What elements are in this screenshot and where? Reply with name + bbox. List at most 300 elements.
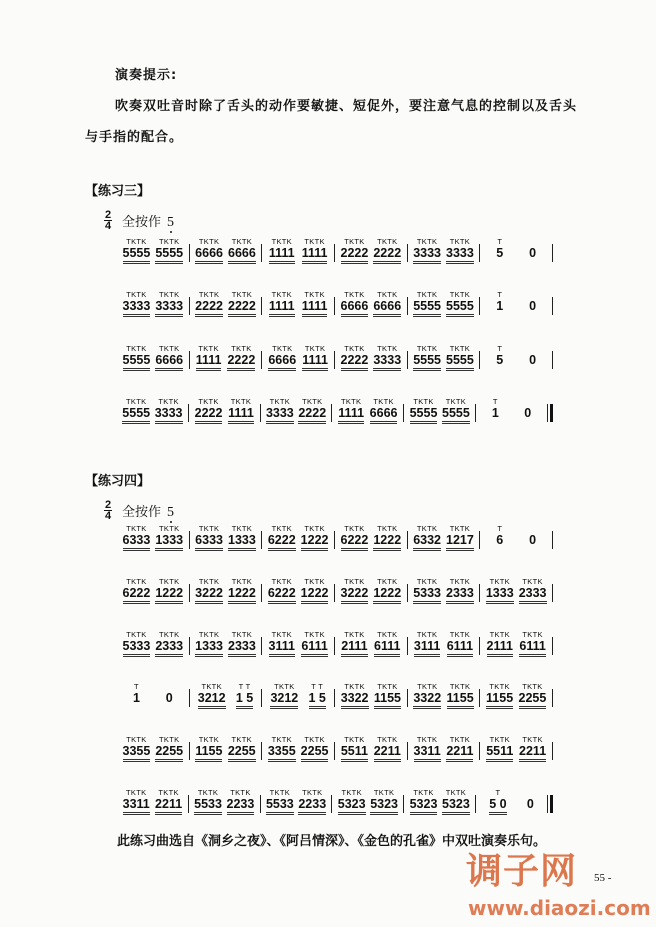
score-row <box>117 517 553 551</box>
measure <box>190 237 262 264</box>
note-group: 5555 <box>413 354 441 371</box>
beat <box>155 237 183 264</box>
articulation-label: TKTK <box>126 524 147 533</box>
note-group: 1155 <box>374 692 401 709</box>
measure <box>117 735 189 762</box>
note-group: 1333 <box>155 534 183 551</box>
note-group: 2211 <box>446 745 473 762</box>
articulation-label: TKTK <box>126 735 147 744</box>
beat <box>414 630 440 657</box>
beat <box>166 682 173 709</box>
measure <box>261 397 332 424</box>
articulation-label: TKTK <box>231 735 252 744</box>
note-group: 3333 <box>155 300 183 317</box>
articulation-label: TKTK <box>304 577 325 586</box>
measure <box>117 577 189 604</box>
measure <box>480 735 552 762</box>
measure <box>480 682 552 709</box>
articulation-label: TKTK <box>416 237 438 246</box>
note-group: 0 <box>529 353 537 367</box>
note-group: 1217 <box>446 534 474 551</box>
note-group: 1111 <box>269 247 295 264</box>
note-group: 3222 <box>341 587 369 604</box>
articulation-label: TKTK <box>377 735 398 744</box>
score-row <box>117 283 553 317</box>
articulation-label: TKTK <box>198 344 219 353</box>
measure <box>480 577 552 604</box>
beat <box>123 344 151 371</box>
articulation-label: T <box>495 788 501 797</box>
note-group: 6111 <box>301 640 327 657</box>
beat <box>301 524 329 551</box>
beat <box>413 577 441 604</box>
note-group: 1222 <box>301 587 329 604</box>
articulation-label: TKTK <box>449 735 471 744</box>
articulation-label: TKTK <box>341 788 362 797</box>
note-group: 1 <box>132 691 140 705</box>
barline <box>552 584 553 602</box>
note-group: 2333 <box>519 587 547 604</box>
beat <box>195 524 223 551</box>
beat <box>373 524 401 551</box>
beat <box>155 630 183 657</box>
time-signature <box>104 500 112 521</box>
note-group: 2211 <box>519 745 546 762</box>
note-group: 6332 <box>413 534 441 551</box>
measure <box>480 524 552 551</box>
tips-text-line-2: 与手指的配合。 <box>85 130 184 145</box>
note-group: 6 <box>496 533 504 547</box>
beat <box>228 524 256 551</box>
articulation-label: TKTK <box>489 735 510 744</box>
articulation-label: TKTK <box>126 577 147 586</box>
articulation-label: TKTK <box>489 682 510 691</box>
measure <box>408 524 480 551</box>
articulation-label: TKTK <box>413 788 434 797</box>
watermark-title: 调子网 <box>466 851 578 892</box>
articulation-label: TKTK <box>344 237 365 246</box>
note-group: 6666 <box>228 247 256 264</box>
note-group: 3311 <box>123 798 150 815</box>
note-group: 6222 <box>268 534 296 551</box>
measure <box>335 290 407 317</box>
measure <box>335 524 407 551</box>
note-group: 3111 <box>269 640 295 657</box>
note-group: 1111 <box>302 300 328 317</box>
beat <box>413 290 441 317</box>
measure <box>408 630 480 657</box>
measure <box>117 630 189 657</box>
tips-heading: 演奏提示: <box>115 68 178 83</box>
beat <box>341 682 369 709</box>
beat <box>374 735 401 762</box>
measure <box>335 237 407 264</box>
note-group: 2255 <box>228 745 256 762</box>
articulation-label: TKTK <box>416 344 438 353</box>
beat <box>198 682 226 709</box>
note-group: 1155 <box>486 692 513 709</box>
beat <box>496 344 503 371</box>
beat <box>496 524 503 551</box>
note-group: 3222 <box>195 587 223 604</box>
beat <box>492 397 499 424</box>
beat <box>298 788 326 815</box>
note-group: 1333 <box>195 640 223 657</box>
beat <box>341 735 368 762</box>
note-group: 2222 <box>195 300 223 317</box>
note-group: 6333 <box>123 534 151 551</box>
articulation-label: TKTK <box>159 237 180 246</box>
articulation-label: TKTK <box>302 397 323 406</box>
time-signature <box>104 210 112 231</box>
measure <box>408 290 480 317</box>
beat <box>442 788 470 815</box>
beat <box>341 290 369 317</box>
articulation-label: TKTK <box>274 682 295 691</box>
key-tone: 5 <box>167 215 175 230</box>
beat <box>374 682 401 709</box>
articulation-label: TKTK <box>269 397 291 406</box>
note-group: 3212 <box>270 692 298 709</box>
beat <box>155 788 182 815</box>
measure <box>408 735 480 762</box>
articulation-label: TKTK <box>231 344 252 353</box>
articulation-label: TKTK <box>416 577 438 586</box>
note-group: 1 <box>491 406 499 420</box>
measure <box>335 344 407 371</box>
beat <box>529 290 536 317</box>
articulation-label: TKTK <box>159 735 180 744</box>
beat <box>519 577 547 604</box>
articulation-label: TKTK <box>304 735 325 744</box>
articulation-label: TKTK <box>159 344 180 353</box>
note-group: 3333 <box>373 354 401 371</box>
measure <box>117 237 189 264</box>
articulation-label: TKTK <box>198 577 220 586</box>
articulation-label: TKTK <box>445 397 467 406</box>
articulation-label: TKTK <box>126 237 147 246</box>
beat <box>373 344 401 371</box>
note-group: 1155 <box>447 692 474 709</box>
note-group: 2222 <box>341 354 369 371</box>
articulation-label: TKTK <box>377 344 398 353</box>
note-group: 6666 <box>370 407 398 424</box>
articulation-label: TKTK <box>377 630 398 639</box>
barline <box>552 531 553 549</box>
beat <box>228 735 256 762</box>
measure <box>262 344 334 371</box>
articulation-label: TKTK <box>344 577 365 586</box>
measure <box>404 397 475 424</box>
measure <box>190 290 262 317</box>
beat <box>519 682 547 709</box>
articulation-label: TKTK <box>159 524 180 533</box>
beat <box>268 735 296 762</box>
beat <box>123 290 151 317</box>
measure <box>117 682 189 709</box>
measure <box>262 735 334 762</box>
note-group: 2333 <box>228 640 256 657</box>
beat <box>195 577 223 604</box>
beat <box>155 290 183 317</box>
articulation-label: TKTK <box>231 237 253 246</box>
time-sig-bottom: 4 <box>105 220 112 232</box>
articulation-label: TKTK <box>230 397 252 406</box>
final-barline <box>547 404 553 422</box>
measure <box>262 682 334 709</box>
note-group: 5555 <box>123 354 151 371</box>
articulation-label: TKTK <box>522 682 543 691</box>
note-group: 1111 <box>196 354 222 371</box>
score-row <box>117 337 553 371</box>
beat <box>370 788 398 815</box>
barline <box>552 351 553 369</box>
measure <box>190 577 262 604</box>
beat <box>486 577 514 604</box>
note-group: 5323 <box>338 798 366 815</box>
final-barline <box>547 795 553 813</box>
beat <box>302 237 328 264</box>
beat <box>269 290 295 317</box>
note-group: 5555 <box>442 407 470 424</box>
beat <box>195 397 223 424</box>
articulation-label: TKTK <box>231 524 253 533</box>
note-group: 1155 <box>195 745 222 762</box>
beat <box>447 630 473 657</box>
note-group: 5511 <box>486 745 513 762</box>
beat <box>195 237 223 264</box>
beat <box>195 630 223 657</box>
articulation-label: TKTK <box>158 788 179 797</box>
note-group: 2222 <box>195 407 223 424</box>
articulation-label: TKTK <box>158 397 179 406</box>
articulation-label: T <box>497 237 503 246</box>
note-group: 2222 <box>341 247 369 264</box>
beat <box>155 524 183 551</box>
measure <box>190 735 262 762</box>
articulation-label: TKTK <box>126 344 147 353</box>
beat <box>269 630 295 657</box>
score-row <box>117 390 553 424</box>
measure <box>190 344 262 371</box>
measure <box>262 577 334 604</box>
beat <box>446 735 473 762</box>
note-group: 3355 <box>268 745 296 762</box>
articulation-label: TKTK <box>377 290 398 299</box>
beat <box>228 397 254 424</box>
measure <box>408 237 480 264</box>
articulation-label: TKTK <box>344 524 365 533</box>
note-group: 2222 <box>228 300 256 317</box>
beat <box>338 397 364 424</box>
beat <box>486 735 513 762</box>
measure <box>335 735 407 762</box>
articulation-label: TKTK <box>449 344 471 353</box>
note-group: 1333 <box>228 534 256 551</box>
note-group: 1111 <box>338 407 364 424</box>
score-row <box>117 728 553 762</box>
note-group: 5323 <box>370 798 398 815</box>
beat <box>487 630 513 657</box>
note-group: 6666 <box>373 300 401 317</box>
articulation-label: T T <box>311 682 324 691</box>
time-sig-top: 2 <box>105 209 112 221</box>
note-group: 0 <box>529 299 537 313</box>
beat <box>309 682 326 709</box>
note-group: 3322 <box>341 692 369 709</box>
tips-text-line-1: 吹奏双吐音时除了舌头的动作要敏捷、短促外，要注意气息的控制以及舌头 <box>115 99 578 114</box>
measure <box>480 630 552 657</box>
beat <box>270 682 298 709</box>
articulation-label: TKTK <box>304 237 325 246</box>
beat <box>489 788 506 815</box>
articulation-label: TKTK <box>489 630 510 639</box>
time-sig-top: 2 <box>105 499 112 511</box>
note-group: 3311 <box>414 745 441 762</box>
note-group: 3333 <box>155 407 183 424</box>
articulation-label: TKTK <box>159 290 180 299</box>
barline <box>552 297 553 315</box>
note-group: 3111 <box>414 640 440 657</box>
note-group: 2222 <box>298 407 326 424</box>
note-group: 6333 <box>195 534 223 551</box>
note-group: 3333 <box>266 407 294 424</box>
barline <box>552 689 553 707</box>
note-group: 1111 <box>228 407 254 424</box>
beat <box>236 682 253 709</box>
beat <box>496 290 503 317</box>
measure <box>476 397 547 424</box>
note-group: 1222 <box>228 587 256 604</box>
watermark-url: www.diaozi.com <box>468 896 651 920</box>
articulation-label: TKTK <box>197 788 219 797</box>
articulation-label: TKTK <box>271 577 292 586</box>
articulation-label: TKTK <box>271 735 292 744</box>
articulation-label: TKTK <box>377 524 398 533</box>
beat <box>529 524 536 551</box>
beat <box>301 630 327 657</box>
note-group: 2211 <box>374 745 401 762</box>
note-group: 6111 <box>447 640 473 657</box>
note-group: 1111 <box>269 300 295 317</box>
beat <box>195 290 223 317</box>
note-group: 5533 <box>266 798 294 815</box>
articulation-label: TKTK <box>126 788 147 797</box>
measure <box>190 630 262 657</box>
measure <box>262 290 334 317</box>
beat <box>122 397 150 424</box>
beat <box>228 290 256 317</box>
note-group: 2222 <box>227 354 255 371</box>
measure <box>332 788 403 815</box>
note-group: 5333 <box>413 587 441 604</box>
note-group: 1 <box>496 299 504 313</box>
score-row <box>117 675 553 709</box>
exercise-3-title: 【练习三】 <box>85 184 151 199</box>
beat <box>519 630 545 657</box>
measure <box>408 344 480 371</box>
articulation-label: TKTK <box>126 290 147 299</box>
beat <box>341 630 367 657</box>
beat <box>446 237 474 264</box>
barline <box>552 637 553 655</box>
note-group: 5555 <box>122 407 150 424</box>
beat <box>227 788 255 815</box>
beat <box>413 344 441 371</box>
key-tone: 5 <box>167 505 175 520</box>
measure <box>262 237 334 264</box>
articulation-label: TKTK <box>449 524 471 533</box>
note-group: 2233 <box>227 798 255 815</box>
beat <box>496 237 503 264</box>
articulation-label: TKTK <box>126 630 147 639</box>
note-group: 6111 <box>374 640 400 657</box>
note-group: 3355 <box>123 745 151 762</box>
beat <box>410 397 438 424</box>
articulation-label: TKTK <box>230 788 251 797</box>
articulation-label: TKTK <box>522 630 543 639</box>
key-marking <box>122 211 174 231</box>
beat <box>228 577 256 604</box>
beat <box>301 735 329 762</box>
barline <box>552 244 553 262</box>
beat <box>155 577 183 604</box>
articulation-label: TKTK <box>377 577 398 586</box>
note-group: 6111 <box>519 640 545 657</box>
articulation-label: TKTK <box>198 397 219 406</box>
note-group: 5323 <box>410 798 438 815</box>
measure <box>480 290 552 317</box>
articulation-label: TKTK <box>413 397 434 406</box>
key-label: 全按作 <box>122 505 162 520</box>
beat <box>446 290 474 317</box>
beat <box>228 237 256 264</box>
note-group: 3212 <box>198 692 226 709</box>
beat <box>341 344 369 371</box>
measure <box>476 788 547 815</box>
articulation-label: TKTK <box>449 630 471 639</box>
articulation-label: TKTK <box>522 735 543 744</box>
note-group: 2255 <box>155 745 183 762</box>
articulation-label: TKTK <box>272 344 293 353</box>
articulation-label: TKTK <box>198 290 220 299</box>
beat <box>266 397 294 424</box>
beat <box>414 735 441 762</box>
beat <box>268 577 296 604</box>
measure <box>335 682 407 709</box>
beat <box>446 577 474 604</box>
beat <box>266 788 294 815</box>
note-group: 5511 <box>341 745 368 762</box>
note-group: 1222 <box>155 587 183 604</box>
time-sig-bottom: 4 <box>105 510 112 522</box>
articulation-label: TKTK <box>231 630 253 639</box>
measure <box>117 290 189 317</box>
beat <box>268 344 296 371</box>
beat <box>123 577 151 604</box>
note-group: 1222 <box>373 534 401 551</box>
note-group: 6222 <box>341 534 369 551</box>
beat <box>133 682 140 709</box>
beat <box>374 630 400 657</box>
articulation-label: TKTK <box>340 397 362 406</box>
articulation-label: T T <box>238 682 251 691</box>
beat <box>227 344 255 371</box>
measure <box>408 577 480 604</box>
note-group: 1 5 <box>309 692 326 709</box>
measure <box>408 682 480 709</box>
note-group: 2333 <box>155 640 183 657</box>
